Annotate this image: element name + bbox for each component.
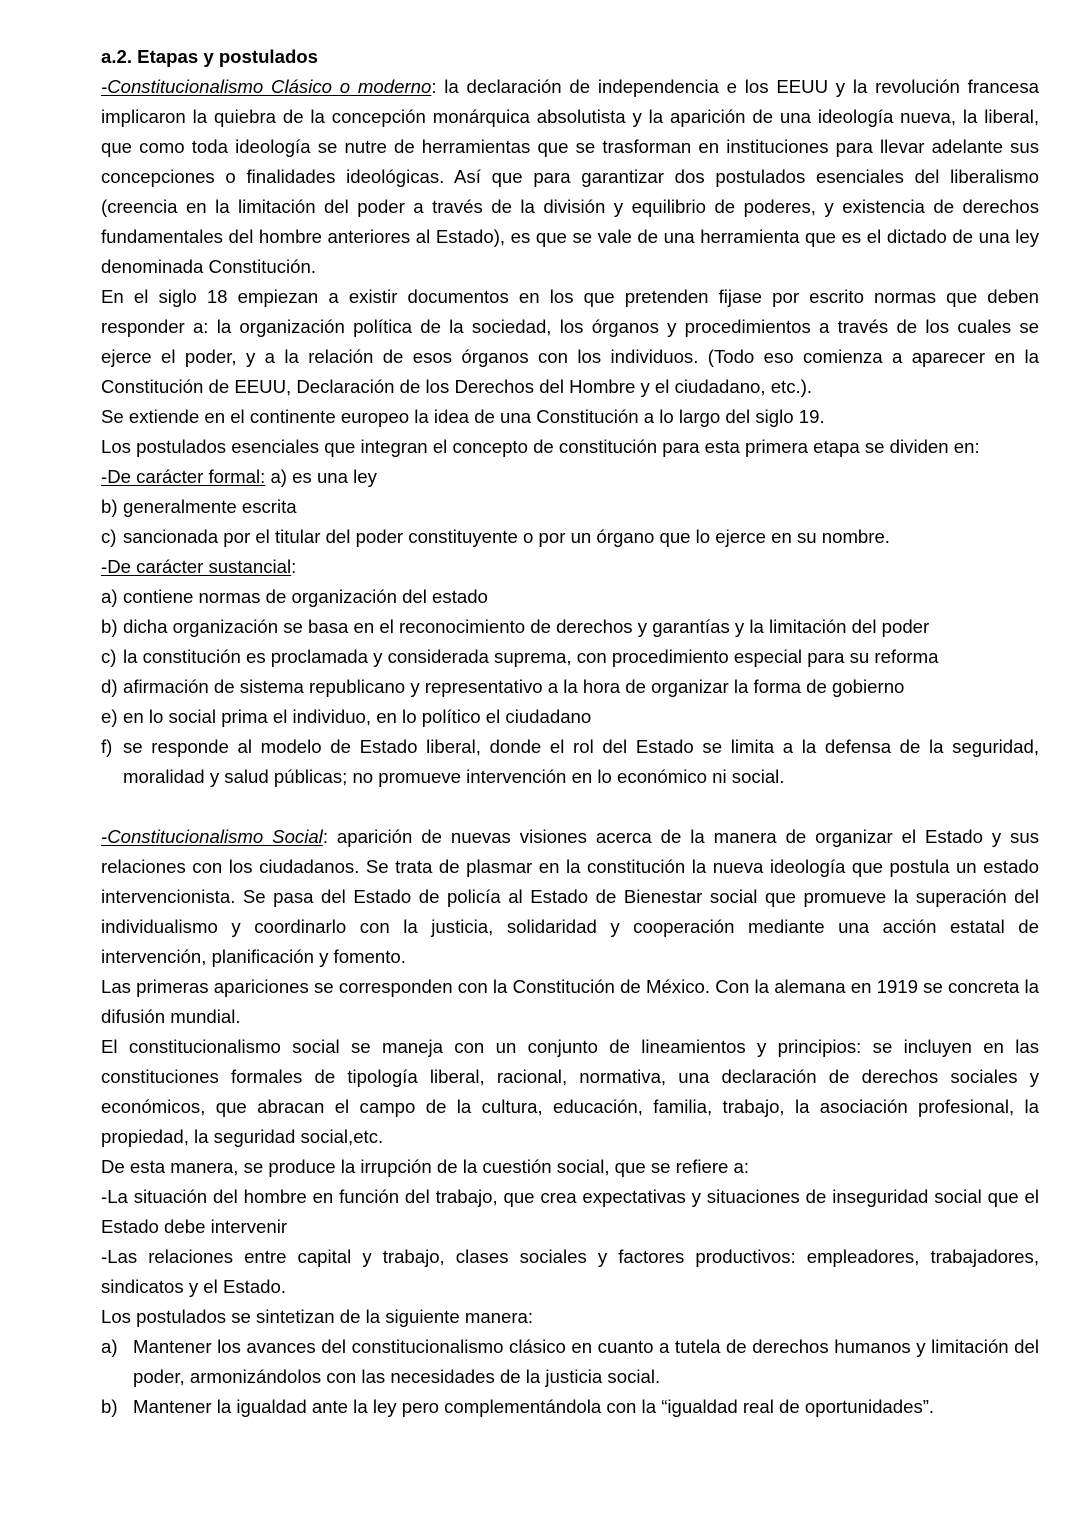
social-paragraph-7: Los postulados se sintetizan de la siguiente manera: bbox=[101, 1306, 534, 1327]
formal-item-c bbox=[101, 522, 1039, 552]
social-paragraph-5: -La situación del hombre en función del trabajo, que crea expectativas y situaciones de inseguridad social que el Estado debe intervenir bbox=[101, 1186, 1039, 1237]
sustancial-heading-line bbox=[101, 552, 1039, 582]
formal-item-a: a) es una ley bbox=[265, 466, 377, 487]
list-marker: c) bbox=[101, 526, 117, 547]
classic-title: -Constitucionalismo Clásico o moderno bbox=[101, 76, 432, 97]
formal-heading-line bbox=[101, 462, 1039, 492]
section-heading: a.2. Etapas y postulados bbox=[101, 46, 318, 67]
formal-item-b bbox=[101, 492, 1039, 522]
social-paragraph-4: De esta manera, se produce la irrupción de la cuestión social, que se refiere a: bbox=[101, 1156, 750, 1177]
paragraph-spacer bbox=[101, 792, 1039, 822]
sustancial-item-d bbox=[101, 672, 1039, 702]
list-item-text: generalmente escrita bbox=[123, 496, 297, 517]
formal-label: -De carácter formal: bbox=[101, 466, 266, 487]
classic-paragraph-3: Se extiende en el continente europeo la idea de una Constitución a lo largo del siglo 19. bbox=[101, 406, 825, 427]
list-item-text: se responde al modelo de Estado liberal, donde el rol del Estado se limita a la defensa de la seguridad, moralidad y salud públicas; no promueve intervención en lo económico ni social. bbox=[123, 736, 1039, 787]
list-marker: e) bbox=[101, 706, 118, 727]
sustancial-item-c bbox=[101, 642, 1039, 672]
list-marker: f) bbox=[101, 736, 113, 757]
sustancial-item-b bbox=[101, 612, 1039, 642]
list-item-text: contiene normas de organización del estado bbox=[123, 586, 488, 607]
sustancial-item-e bbox=[101, 702, 1039, 732]
list-marker: c) bbox=[101, 646, 117, 667]
classic-paragraph-2: En el siglo 18 empiezan a existir documentos en los que pretenden fijase por escrito normas que deben responder a: la organización política de la sociedad, los órganos y procedimientos a través de los cuales se ejerce el poder, y a la relación de esos órganos con los individuos. (Todo eso comienza a aparecer en la Constitución de EEUU, Declaración de los Derechos del Hombre y el ciudadano, etc.). bbox=[101, 286, 1039, 397]
list-marker: b) bbox=[101, 1396, 118, 1417]
list-item-text: afirmación de sistema republicano y representativo a la hora de organizar la forma de gobierno bbox=[123, 676, 905, 697]
social-intro-text: : aparición de nuevas visiones acerca de la manera de organizar el Estado y sus relaciones con los ciudadanos. Se trata de plasmar en la constitución la nueva ideología que postula un estado intervencionista. Se pasa del Estado de policía al Estado de Bienestar social que promueve la superación del individualismo y coordinarlo con la justicia, solidaridad y cooperación mediante una acción estatal de intervención, planificación y fomento. bbox=[101, 826, 1039, 967]
classic-paragraph-4: Los postulados esenciales que integran el concepto de constitución para esta primera etapa se dividen en: bbox=[101, 436, 980, 457]
classic-intro-text: : la declaración de independencia e los EEUU y la revolución francesa implicaron la quiebra de la concepción monárquica absolutista y la aparición de una ideología nueva, la liberal, que como toda ideología se nutre de herramientas que se trasforman en instituciones para llevar adelante sus concepciones o finalidades ideológicas. Así que para garantizar dos postulados esenciales del liberalismo (creencia en la limitación del poder a través de la división y equilibrio de poderes, y existencia de derechos fundamentales del hombre anteriores al Estado), es que se vale de una herramienta que es el dictado de una ley denominada Constitución. bbox=[101, 76, 1039, 277]
sustancial-colon: : bbox=[291, 556, 297, 577]
sustancial-item-a bbox=[101, 582, 1039, 612]
sustancial-item-f bbox=[101, 732, 1039, 792]
list-marker: b) bbox=[101, 496, 118, 517]
social-item-b bbox=[101, 1392, 1039, 1422]
list-item-text: la constitución es proclamada y considerada suprema, con procedimiento especial para su reforma bbox=[123, 646, 939, 667]
list-item-text: en lo social prima el individuo, en lo político el ciudadano bbox=[123, 706, 592, 727]
list-marker: b) bbox=[101, 616, 118, 637]
sustancial-label: -De carácter sustancial bbox=[101, 556, 292, 577]
social-paragraph-2: Las primeras apariciones se corresponden con la Constitución de México. Con la alemana en 1919 se concreta la difusión mundial. bbox=[101, 976, 1039, 1027]
list-item-text: sancionada por el titular del poder constituyente o por un órgano que lo ejerce en su nombre. bbox=[123, 526, 890, 547]
list-marker: a) bbox=[101, 1336, 118, 1357]
social-title: -Constitucionalismo Social bbox=[101, 826, 323, 847]
social-paragraph-3: El constitucionalismo social se maneja con un conjunto de lineamientos y principios: se incluyen en las constituciones formales de tipología liberal, racional, normativa, una declaración de derechos sociales y económicos, que abracan el campo de la cultura, educación, familia, trabajo, la asociación profesional, la propiedad, la seguridad social,etc. bbox=[101, 1036, 1039, 1147]
list-marker: a) bbox=[101, 586, 118, 607]
classic-intro-paragraph bbox=[101, 72, 1039, 282]
social-paragraph-6: -Las relaciones entre capital y trabajo, clases sociales y factores productivos: empleadores, trabajadores, sindicatos y el Estado. bbox=[101, 1246, 1039, 1297]
list-item-text: Mantener la igualdad ante la ley pero complementándola con la “igualdad real de oportunidades”. bbox=[133, 1396, 935, 1417]
list-item-text: dicha organización se basa en el reconocimiento de derechos y garantías y la limitación del poder bbox=[123, 616, 930, 637]
social-intro-paragraph bbox=[101, 822, 1039, 972]
list-item-text: Mantener los avances del constitucionalismo clásico en cuanto a tutela de derechos humanos y limitación del poder, armonizándolos con las necesidades de la justicia social. bbox=[133, 1336, 1039, 1387]
document-page bbox=[101, 42, 1039, 1422]
social-item-a bbox=[101, 1332, 1039, 1392]
list-marker: d) bbox=[101, 676, 118, 697]
